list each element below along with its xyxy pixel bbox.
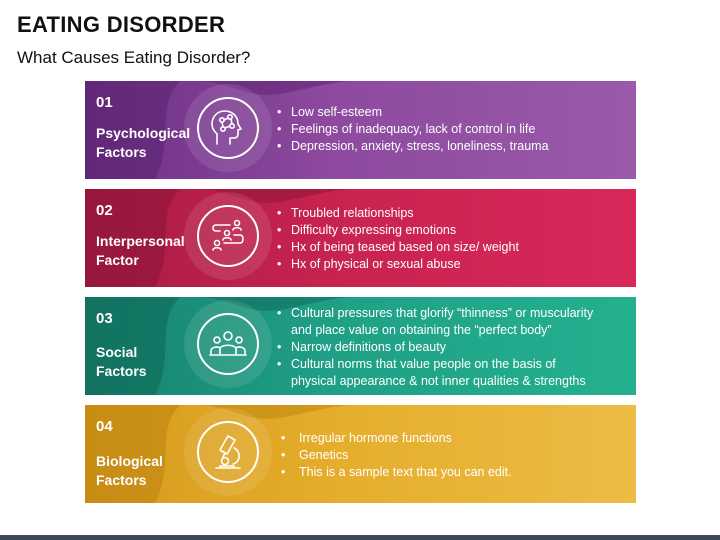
bullet-item: • Troubled relationships — [275, 205, 519, 222]
bullet-list — [275, 305, 593, 390]
card-biological — [85, 405, 636, 503]
card-interpersonal — [85, 189, 636, 287]
page-title: EATING DISORDER — [17, 12, 226, 37]
card-number: 04 — [96, 418, 113, 435]
bullet-item-continuation: physical appearance & not inner qualities & strengths — [291, 374, 586, 388]
card-title: Social Factors — [96, 344, 147, 379]
bullet-item: • Irregular hormone functions — [275, 430, 512, 447]
bullet-item: • Hx of physical or sexual abuse — [275, 256, 519, 273]
bullet-item-continuation: and place value on obtaining the “perfect body” — [291, 323, 552, 337]
bullet-item: • Narrow definitions of beauty — [275, 339, 593, 356]
card-social — [85, 297, 636, 395]
page-subtitle: What Causes Eating Disorder? — [17, 48, 251, 67]
brain-network-icon — [197, 97, 259, 159]
bullet-item: • Depression, anxiety, stress, loneliness, trauma — [275, 138, 549, 155]
group-people-icon — [197, 313, 259, 375]
bullet-item: • Hx of being teased based on size/ weight — [275, 239, 519, 256]
microscope-icon — [197, 421, 259, 483]
card-title: Interpersonal Factor — [96, 233, 185, 268]
bullet-item: • Difficulty expressing emotions — [275, 222, 519, 239]
bullet-list — [275, 104, 549, 155]
bullet-item: • Low self-esteem — [275, 104, 549, 121]
card-number: 02 — [96, 202, 113, 219]
footer-bar — [0, 535, 720, 540]
bullet-item: • This is a sample text that you can edit. — [275, 464, 512, 481]
bullet-list — [275, 430, 512, 481]
card-title: Psychological Factors — [96, 125, 191, 160]
card-psychological — [85, 81, 636, 179]
bullet-item: • Feelings of inadequacy, lack of control in life — [275, 121, 549, 138]
card-title: Biological Factors — [96, 453, 163, 488]
card-number: 01 — [96, 94, 113, 111]
people-path-icon — [197, 205, 259, 267]
bullet-item: • Cultural pressures that glorify “thinness” or muscularity — [275, 305, 593, 322]
bullet-list — [275, 205, 519, 273]
bullet-item: • Cultural norms that value people on the basis of — [275, 356, 593, 373]
card-number: 03 — [96, 310, 113, 327]
bullet-item: • Genetics — [275, 447, 512, 464]
